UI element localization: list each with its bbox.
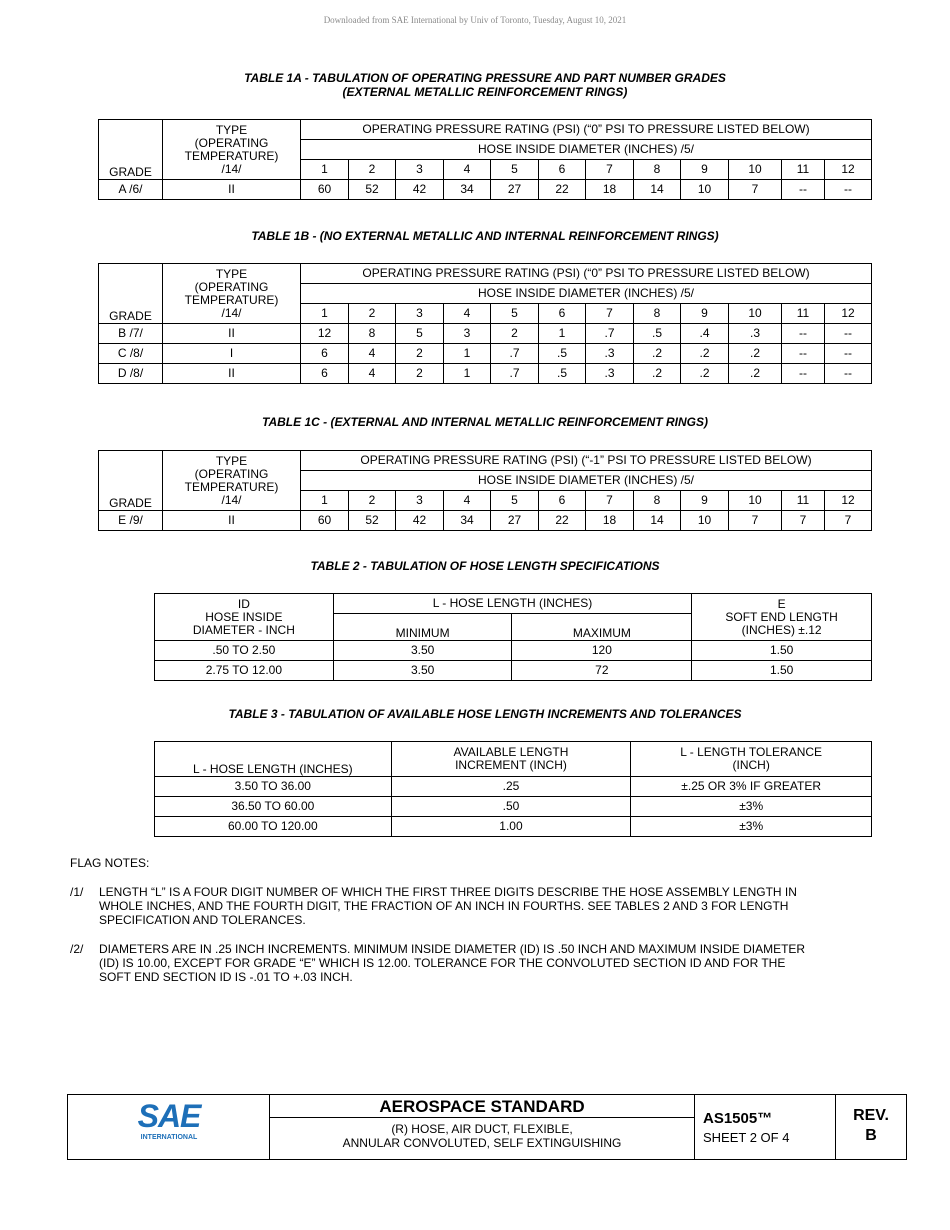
type-cell: II [163,180,301,200]
pressure-cell: 6 [301,344,349,364]
column-header: 4 [444,160,491,180]
table2 [154,593,872,681]
table3-caption: TABLE 3 - TABULATION OF AVAILABLE HOSE LENGTH INCREMENTS AND TOLERANCES [228,707,742,721]
column-header: 1 [301,491,349,511]
increment-header: AVAILABLE LENGTH INCREMENT (INCH) [391,742,631,777]
grade-cell: A /6/ [99,180,163,200]
column-header: 3 [396,304,444,324]
type-header: TYPE (OPERATING TEMPERATURE) /14/ [163,264,301,324]
pressure-cell: -- [782,344,825,364]
pressure-cell: 42 [396,180,444,200]
title-block [67,1094,907,1160]
pressure-cell: 3 [444,324,491,344]
column-header: 11 [782,491,825,511]
table-row [99,364,872,384]
table1b-caption: TABLE 1B - (NO EXTERNAL METALLIC AND INTERNAL REINFORCEMENT RINGS) [251,229,719,243]
column-header: 8 [634,160,681,180]
minimum-header: MINIMUM [333,614,512,641]
pressure-cell: .2 [681,344,729,364]
pressure-cell: 60 [301,180,349,200]
length-header: L - HOSE LENGTH (INCHES) [155,742,392,777]
grade-header: GRADE [99,264,163,324]
pressure-cell: 12 [301,324,349,344]
pressure-cell: 7 [782,511,825,531]
sae-logo-text: SAE [137,1098,201,1134]
pressure-cell: -- [782,364,825,384]
grade-cell: D /8/ [99,364,163,384]
column-header: 4 [444,304,491,324]
pressure-cell: 4 [349,344,396,364]
grade-cell: C /8/ [99,344,163,364]
pressure-cell: 22 [539,180,586,200]
type-cell: II [163,324,301,344]
column-header: 5 [491,160,539,180]
pressure-header: OPERATING PRESSURE RATING (PSI) (“0” PSI TO PRESSURE LISTED BELOW) [301,264,872,284]
table-row [99,511,872,531]
grade-cell: E /9/ [99,511,163,531]
column-header: 11 [782,304,825,324]
pressure-cell: .2 [729,364,782,384]
pressure-cell: 52 [349,511,396,531]
grade-header: GRADE [99,120,163,180]
column-header: 12 [825,491,872,511]
type-header: TYPE (OPERATING TEMPERATURE) /14/ [163,451,301,511]
pressure-cell: .2 [634,364,681,384]
column-header: 10 [729,160,782,180]
pressure-cell: 10 [681,511,729,531]
table-row [99,324,872,344]
id-header: ID HOSE INSIDE DIAMETER - INCH [155,594,334,641]
column-header: 7 [586,491,634,511]
pressure-cell: 5 [396,324,444,344]
pressure-header: OPERATING PRESSURE RATING (PSI) (“-1” PSI TO PRESSURE LISTED BELOW) [301,451,872,471]
column-header: 7 [586,160,634,180]
pressure-cell: -- [825,344,872,364]
pressure-cell: .3 [586,344,634,364]
soft-end-header: E SOFT END LENGTH (INCHES) ±.12 [692,594,872,641]
diameter-header: HOSE INSIDE DIAMETER (INCHES) /5/ [301,471,872,491]
type-cell: II [163,511,301,531]
pressure-cell: .2 [681,364,729,384]
column-header: 11 [782,160,825,180]
table-row: 36.50 TO 60.00 .50 ±3% [155,797,872,817]
pressure-cell: 52 [349,180,396,200]
pressure-cell: 42 [396,511,444,531]
pressure-cell: 7 [825,511,872,531]
diameter-header: HOSE INSIDE DIAMETER (INCHES) /5/ [301,284,872,304]
pressure-cell: .7 [491,364,539,384]
pressure-cell: 1 [444,344,491,364]
pressure-cell: 1 [444,364,491,384]
table1a [98,119,872,200]
pressure-cell: 7 [729,511,782,531]
table-row: 60.00 TO 120.00 1.00 ±3% [155,817,872,837]
length-header: L - HOSE LENGTH (INCHES) [333,594,691,614]
column-header: 4 [444,491,491,511]
pressure-cell: 14 [634,180,681,200]
pressure-cell: 2 [396,364,444,384]
column-header: 2 [349,304,396,324]
pressure-cell: .7 [586,324,634,344]
table-row: 3.50 TO 36.00 .25 ±.25 OR 3% IF GREATER [155,777,872,797]
sae-logo [68,1095,270,1159]
column-header: 8 [634,304,681,324]
column-header: 6 [539,491,586,511]
pressure-cell: 1 [539,324,586,344]
column-header: 9 [681,304,729,324]
pressure-cell: 34 [444,511,491,531]
pressure-cell: 4 [349,364,396,384]
pressure-cell: .2 [729,344,782,364]
pressure-cell: .2 [634,344,681,364]
column-header: 3 [396,491,444,511]
pressure-cell: .4 [681,324,729,344]
type-cell: II [163,364,301,384]
pressure-cell: 2 [491,324,539,344]
column-header: 8 [634,491,681,511]
pressure-cell: -- [825,324,872,344]
pressure-cell: 10 [681,180,729,200]
download-notice: Downloaded from SAE International by Univ of Toronto, Tuesday, August 10, 2021 [323,15,627,25]
column-header: 1 [301,304,349,324]
diameter-header: HOSE INSIDE DIAMETER (INCHES) /5/ [301,140,872,160]
pressure-cell: 27 [491,180,539,200]
table-row [99,344,872,364]
flag-notes-title: FLAG NOTES: [70,856,150,870]
grade-header: GRADE [99,451,163,511]
column-header: 12 [825,160,872,180]
pressure-cell: 60 [301,511,349,531]
table-row [99,180,872,200]
sae-logo-graphic [68,1095,270,1159]
pressure-cell: 34 [444,180,491,200]
column-header: 5 [491,491,539,511]
maximum-header: MAXIMUM [512,614,692,641]
pressure-cell: 18 [586,511,634,531]
table1b [98,263,872,384]
flag-note-2: /2/ DIAMETERS ARE IN .25 INCH INCREMENTS. MINIMUM INSIDE DIAMETER (ID) IS .50 INCH AND MAXIMUM INSIDE DIAMETER (ID) IS 10.00, EXCEPT FOR GRADE “E” WHICH IS 12.00. TOLERANCE FOR THE CONVOLUTED SECTION ID AND FOR THE SOFT END SECTION ID IS -.01 TO +.03 INCH. [70,942,806,984]
pressure-cell: 18 [586,180,634,200]
pressure-cell: 2 [396,344,444,364]
pressure-cell: 7 [729,180,782,200]
pressure-cell: 6 [301,364,349,384]
column-header: 12 [825,304,872,324]
column-header: 3 [396,160,444,180]
pressure-cell: -- [825,364,872,384]
column-header: 10 [729,491,782,511]
pressure-cell: .3 [586,364,634,384]
table1c-caption: TABLE 1C - (EXTERNAL AND INTERNAL METALLIC REINFORCEMENT RINGS) [262,415,708,429]
table3 [154,741,872,837]
pressure-header: OPERATING PRESSURE RATING (PSI) (“0” PSI TO PRESSURE LISTED BELOW) [301,120,872,140]
column-header: 5 [491,304,539,324]
flag-note-1: /1/ LENGTH “L” IS A FOUR DIGIT NUMBER OF WHICH THE FIRST THREE DIGITS DESCRIBE THE HOSE ASSEMBLY LENGTH IN WHOLE INCHES, AND THE FOURTH DIGIT, THE FRACTION OF AN INCH IN FOURTHS. SEE TABLES 2 AND 3 FOR LENGTH SPECIFICATION AND TOLERANCES. [70,885,797,927]
table2-caption: TABLE 2 - TABULATION OF HOSE LENGTH SPECIFICATIONS [310,559,660,573]
grade-cell: B /7/ [99,324,163,344]
column-header: 7 [586,304,634,324]
type-header: TYPE (OPERATING TEMPERATURE) /14/ [163,120,301,180]
pressure-cell: .3 [729,324,782,344]
pressure-cell: 14 [634,511,681,531]
pressure-cell: .5 [539,364,586,384]
pressure-cell: -- [825,180,872,200]
table1a-caption: TABLE 1A - TABULATION OF OPERATING PRESSURE AND PART NUMBER GRADES (EXTERNAL METALLIC REINFORCEMENT RINGS) [244,71,726,99]
type-cell: I [163,344,301,364]
pressure-cell: 22 [539,511,586,531]
column-header: 2 [349,160,396,180]
sae-logo-subtext: INTERNATIONAL [140,1134,198,1141]
tolerance-header: L - LENGTH TOLERANCE (INCH) [631,742,872,777]
column-header: 10 [729,304,782,324]
pressure-cell: -- [782,180,825,200]
pressure-cell: -- [782,324,825,344]
column-header: 2 [349,491,396,511]
pressure-cell: 8 [349,324,396,344]
table-row: 2.75 TO 12.00 3.50 72 1.50 [155,661,872,681]
standard-title: AEROSPACE STANDARD [270,1095,694,1118]
sheet-number: SHEET 2 OF 4 [703,1130,790,1145]
table-row: .50 TO 2.50 3.50 120 1.50 [155,641,872,661]
column-header: 6 [539,160,586,180]
table1c [98,450,872,531]
pressure-cell: .7 [491,344,539,364]
pressure-cell: .5 [539,344,586,364]
column-header: 9 [681,160,729,180]
column-header: 9 [681,491,729,511]
column-header: 6 [539,304,586,324]
pressure-cell: .5 [634,324,681,344]
revision-label: REV. [853,1107,889,1124]
pressure-cell: 27 [491,511,539,531]
standard-subtitle: (R) HOSE, AIR DUCT, FLEXIBLE, ANNULAR CONVOLUTED, SELF EXTINGUISHING [342,1122,622,1150]
document-number: AS1505™ [703,1110,773,1127]
revision-value: B [865,1127,877,1144]
column-header: 1 [301,160,349,180]
